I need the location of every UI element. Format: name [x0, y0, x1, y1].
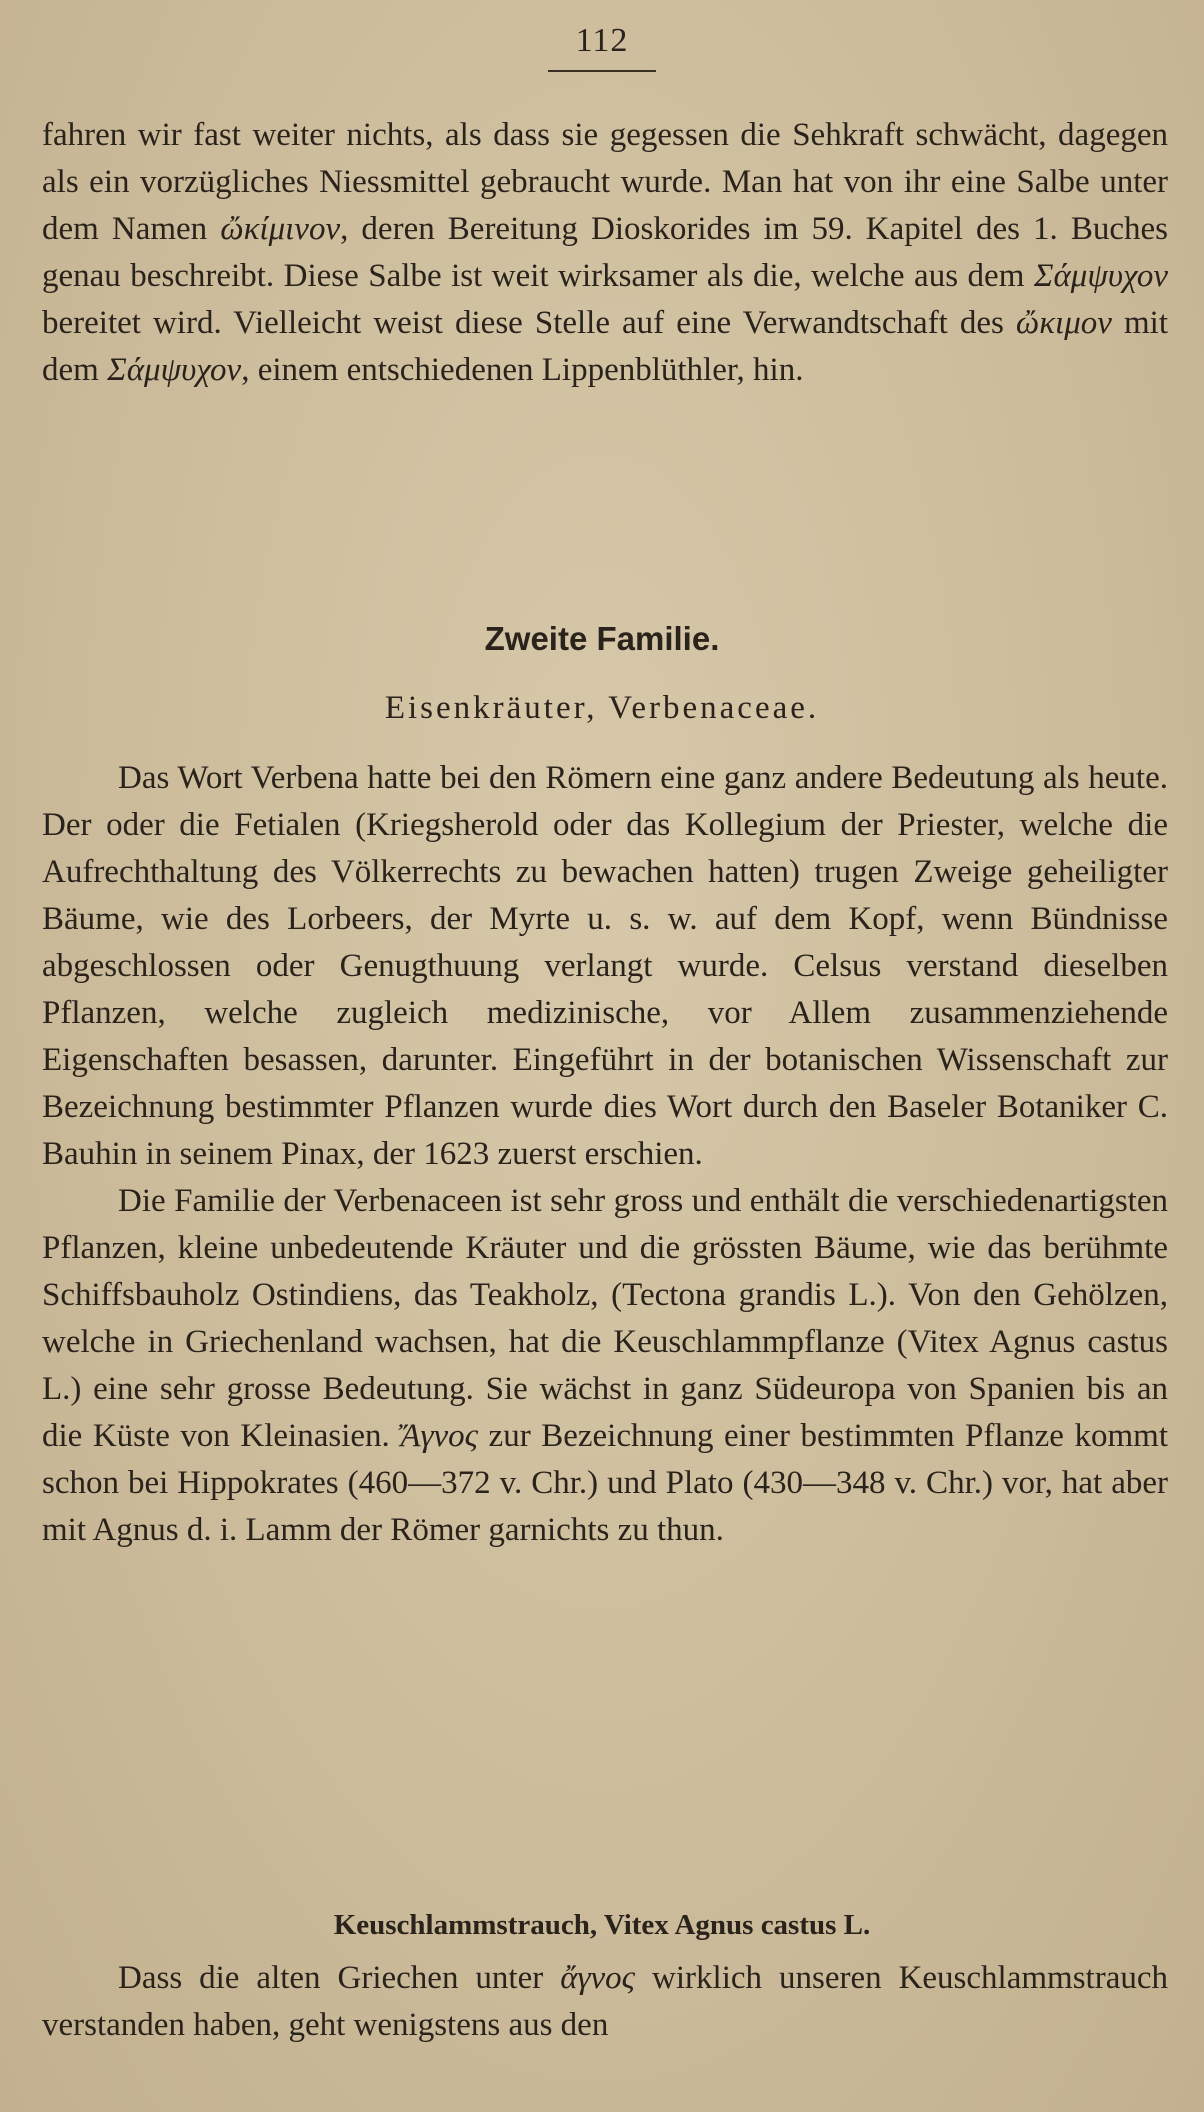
- greek-word-agnos: Ἄγνος: [400, 1418, 479, 1454]
- page-number: 112: [548, 22, 657, 72]
- intro-text-5: , einem entschiedenen Lippenblüthler, hin.: [241, 352, 804, 388]
- intro-paragraph: [42, 112, 1168, 394]
- verbena-text-block: [42, 755, 1168, 1554]
- family-paragraph: [42, 1178, 1168, 1554]
- verbena-paragraph: Das Wort Verbena hatte bei den Römern eine ganz andere Bedeutung als heute. Der oder die Fetialen (Kriegsherold oder das Kollegium der Priester, welche die Aufrechthaltung des Völkerrechts zu bewachen hatten) trugen Zweige geheiligter Bäume, wie des Lorbeers, der Myrte u. s. w. auf dem Kopf, wenn Bündnisse abgeschlossen oder Genugthuung verlangt wurde. Celsus verstand dieselben Pflanzen, welche zugleich medizinische, vor Allem zusammenziehende Eigenschaften besassen, darunter. Eingeführt in der botanischen Wissenschaft zur Bezeichnung bestimmter Pflanzen wurde dies Wort durch den Baseler Botaniker C. Bauhin in seinem Pinax, der 1623 zuerst erschien.: [42, 760, 1168, 1172]
- intro-text-4: mit dem: [42, 305, 1168, 388]
- family-text-2: zur Bezeichnung einer bestimmten Pflanze kommt schon bei Hippokrates (460—372 v. Chr.) und Plato (430—348 v. Chr.) vor, hat aber mit Agnus d. i. Lamm der Römer garnichts zu thun.: [42, 1418, 1168, 1548]
- family-title: Zweite Familie.: [484, 620, 720, 657]
- greek-word-sampsychon-2: Σάμψυχον: [107, 352, 242, 388]
- section-text-block: [42, 1955, 1168, 2049]
- intro-text-1: fahren wir fast weiter nichts, als dass sie gegessen die Sehkraft schwächt, dagegen als ein vorzügliches Niessmittel gebraucht wurde. Man hat von ihr eine Salbe unter dem Namen: [42, 117, 1168, 247]
- greek-word-sampsychon: Σάμψυχον: [1033, 258, 1168, 294]
- section-text-2: wirklich unseren Keuschlammstrauch verstanden haben, geht wenigstens aus den: [42, 1960, 1168, 2043]
- greek-word-okiminon: ὤκίμινον: [220, 211, 341, 247]
- section-text-1: Dass die alten Griechen unter: [118, 1960, 561, 1996]
- family-subtitle: Eisenkräuter, Verbenaceae.: [384, 690, 820, 726]
- section-heading: Keuschlammstrauch, Vitex Agnus castus L.: [333, 1909, 871, 1941]
- intro-text-block: [42, 112, 1168, 394]
- intro-text-2: , deren Bereitung Dioskorides im 59. Kapitel des 1. Buches genau beschreibt. Diese Salbe ist weit wirksamer als die, welche aus dem: [42, 211, 1169, 294]
- section-paragraph: [42, 1955, 1168, 2049]
- intro-text-3: bereitet wird. Vielleicht weist diese Stelle auf eine Verwandtschaft des: [42, 305, 1016, 341]
- greek-word-okimon: ὤκιμον: [1015, 305, 1112, 341]
- page-header: [0, 22, 1204, 72]
- greek-word-agnos-2: ἄγνος: [560, 1960, 636, 1996]
- family-text-1: Die Familie der Verbenaceen ist sehr gross und enthält die verschiedenartigsten Pflanzen, kleine unbedeutende Kräuter und die grössten Bäume, wie das berühmte Schiffsbauholz Ostindiens, das Teakholz, (Tectona grandis L.). Von den Gehölzen, welche in Griechenland wachsen, hat die Keuschlammpflanze (Vitex Agnus castus L.) eine sehr grosse Bedeutung. Sie wächst in ganz Südeuropa von Spanien bis an die Küste von Kleinasien.: [42, 1183, 1168, 1454]
